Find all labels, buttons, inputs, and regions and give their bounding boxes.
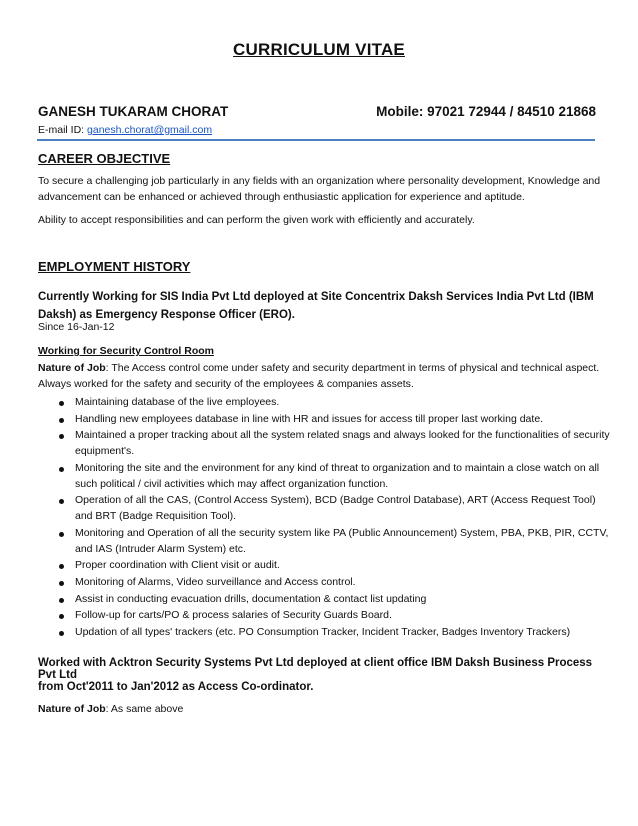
employment-since: Since 16-Jan-12: [38, 321, 115, 333]
list-item: [38, 608, 610, 624]
duty-text: Maintaining database of the live employees.: [75, 396, 280, 408]
previous-employer-line-1: Worked with Acktron Security Systems Pvt Ltd deployed at client office IBM Daksh Business Process Pvt Ltd: [38, 657, 593, 681]
previous-nature-of-job: [38, 703, 183, 715]
bullet-icon: [59, 467, 64, 472]
duty-text: Handling new employees database in line with HR and issues for access till proper last working date.: [75, 412, 544, 425]
bullet-icon: [59, 631, 64, 636]
bullet-icon: [59, 499, 64, 504]
document-title: CURRICULUM VITAE: [233, 40, 405, 59]
previous-employer-line-2: from Oct'2011 to Jan'2012 as Access Co-ordinator.: [38, 681, 314, 693]
bullet-icon: [59, 581, 64, 586]
list-item: [38, 526, 610, 558]
previous-nature-label: Nature of Job: [38, 703, 106, 715]
list-item: [38, 412, 610, 428]
mobile-number: Mobile: 97021 72944 / 84510 21868: [376, 104, 596, 119]
bullet-icon: [59, 598, 64, 603]
bullet-icon: [59, 532, 64, 537]
nature-of-job-label: Nature of Job: [38, 362, 106, 374]
email-line: [38, 124, 212, 136]
email-link[interactable]: ganesh.chorat@gmail.com: [87, 124, 213, 136]
nature-of-job: [38, 360, 608, 392]
list-item: [38, 558, 610, 574]
employment-history-heading: EMPLOYMENT HISTORY: [38, 259, 191, 274]
duty-text: Proper coordination with Client visit or audit.: [75, 559, 280, 572]
bullet-icon: [59, 418, 64, 423]
nature-of-job-text: : The Access control come under safety and security department in terms of physical and technical aspect. Always worked for the safety and security of the employees & companies assets.: [38, 362, 600, 390]
list-item: [38, 592, 610, 608]
list-item: [38, 493, 610, 525]
career-objective-paragraph-1: To secure a challenging job particularly in any fields with an organization where personality development, Knowledge and advancement can be enhanced or achieved through enthusiastic application for experience and aptitude.: [38, 175, 601, 203]
previous-nature-text: : As same above: [105, 703, 184, 715]
email-label: E-mail ID:: [38, 124, 88, 136]
list-item: [38, 395, 610, 411]
duty-text: Operation of all the CAS, (Control Access System), BCD (Badge Control Database), ART (Access Request Tool) and BRT (Badge Requisition Tool).: [75, 494, 596, 523]
list-item: [38, 428, 610, 460]
duty-text: Monitoring the site and the environment for any kind of threat to organization and to maintain a close watch on all such political / civil activities which may affect organization function.: [75, 461, 600, 490]
duty-text: Follow-up for carts/PO & process salaries of Security Guards Board.: [75, 609, 392, 622]
duty-text: Updation of all types' trackers (etc. PO Consumption Tracker, Incident Tracker, Badges Inventory Trackers): [75, 626, 571, 639]
duties-list: [38, 395, 610, 642]
bullet-icon: [59, 401, 64, 406]
role-heading: Working for Security Control Room: [38, 345, 214, 357]
career-objective-paragraph-2: Ability to accept responsibilities and can perform the given work with efficiently and accurately.: [38, 214, 475, 226]
list-item: [38, 625, 610, 641]
list-item: [38, 575, 610, 591]
header-divider: [37, 139, 595, 141]
duty-text: Monitoring of Alarms, Video surveillance and Access control.: [75, 576, 356, 588]
duty-text: Assist in conducting evacuation drills, documentation & contact list updating: [75, 592, 427, 605]
duty-text: Monitoring and Operation of all the security system like PA (Public Announcement) System, PBA, PKB, PIR, CCTV, and IAS (Intruder Alarm System) etc.: [75, 526, 609, 555]
current-employer: Currently Working for SIS India Pvt Ltd deployed at Site Concentrix Daksh Services India Pvt Ltd (IBM Daksh) as Emergency Response Officer (ERO).: [38, 291, 594, 321]
bullet-icon: [59, 564, 64, 569]
candidate-name: GANESH TUKARAM CHORAT: [38, 104, 229, 119]
bullet-icon: [59, 614, 64, 619]
bullet-icon: [59, 434, 64, 439]
list-item: [38, 461, 610, 493]
career-objective-heading: CAREER OBJECTIVE: [38, 151, 171, 166]
duty-text: Maintained a proper tracking about all the system related snags and always looked for the functionalities of security equipment's.: [75, 429, 610, 458]
